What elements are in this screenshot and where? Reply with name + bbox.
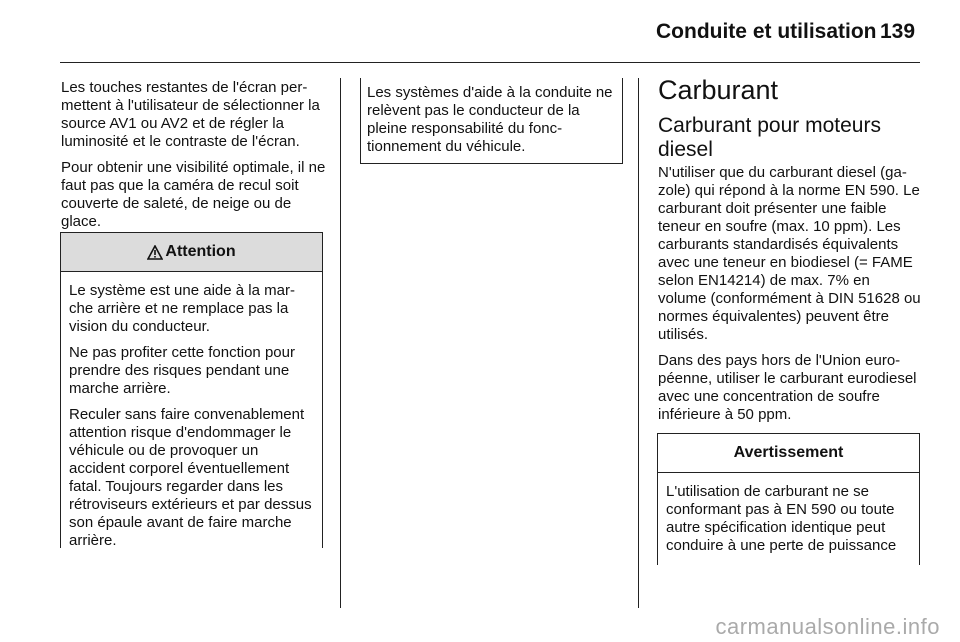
column-divider-left <box>340 78 341 608</box>
attention-heading <box>61 232 322 272</box>
warning-body <box>658 473 919 559</box>
paragraph: Pour obtenir une visibilité optimale, il ne faut pas que la caméra de recul soit couverte de saleté, de neige ou de glace. <box>61 159 326 230</box>
warning-triangle-icon <box>147 245 163 260</box>
header-rule <box>60 62 920 63</box>
left-column <box>61 79 329 239</box>
attention-box <box>60 232 323 548</box>
right-column <box>658 74 922 432</box>
note-text: Les systèmes d'aide à la conduite ne relèvent pas le conducteur de la pleine responsabilité du fonctionnement du véhicule. <box>367 84 613 155</box>
attention-body <box>61 272 322 562</box>
paragraph: Reculer sans faire convenablement attention risque d'endommager le véhicule ou de provoquer un accident corporel éventuellement fatal. Toujours regarder dans les rétroviseurs extérieurs et par dessus son épaule avant de faire marche arrière. <box>69 406 312 549</box>
paragraph: Dans des pays hors de l'Union européenne, utiliser le carburant eurodiesel avec une concentration de soufre inférieure à 50 ppm. <box>658 352 917 423</box>
warning-box <box>657 433 920 565</box>
section-subheading: Carburant pour moteurs diesel <box>658 114 881 161</box>
section-heading: Carburant <box>658 75 779 105</box>
header-title: Conduite et utilisation <box>656 20 877 43</box>
paragraph: N'utiliser que du carburant diesel (gazole) qui répond à la norme EN 590. Le carburant doit présenter une faible teneur en soufre (max. 10 ppm). Les carburants standardisés équivalents avec une teneur en biodiesel (= FAME selon EN14214) de max. 7% en volume (conformément à DIN 51628 ou normes équivalentes) peuvent être utilisés. <box>658 164 921 343</box>
paragraph: Le système est une aide à la marche arrière et ne remplace pas la vision du conducteur. <box>69 282 295 335</box>
warning-text: L'utilisation de carburant ne se conformant pas à EN 590 ou toute autre spécification identique peut conduire à une perte de puissance <box>666 483 897 554</box>
column-divider-right <box>638 78 639 608</box>
warning-heading: Avertissement <box>658 433 919 473</box>
paragraph: Les touches restantes de l'écran permettent à l'utilisateur de sélectionner la source AV1 ou AV2 et de régler la luminosité et le contraste de l'écran. <box>61 79 320 150</box>
watermark: carmanualsonline.info <box>715 614 940 639</box>
paragraph: Ne pas profiter cette fonction pour prendre des risques pendant une marche arrière. <box>69 344 295 397</box>
attention-heading-label: Attention <box>165 243 236 260</box>
page-number: 139 <box>880 20 916 43</box>
note-box <box>360 78 623 164</box>
